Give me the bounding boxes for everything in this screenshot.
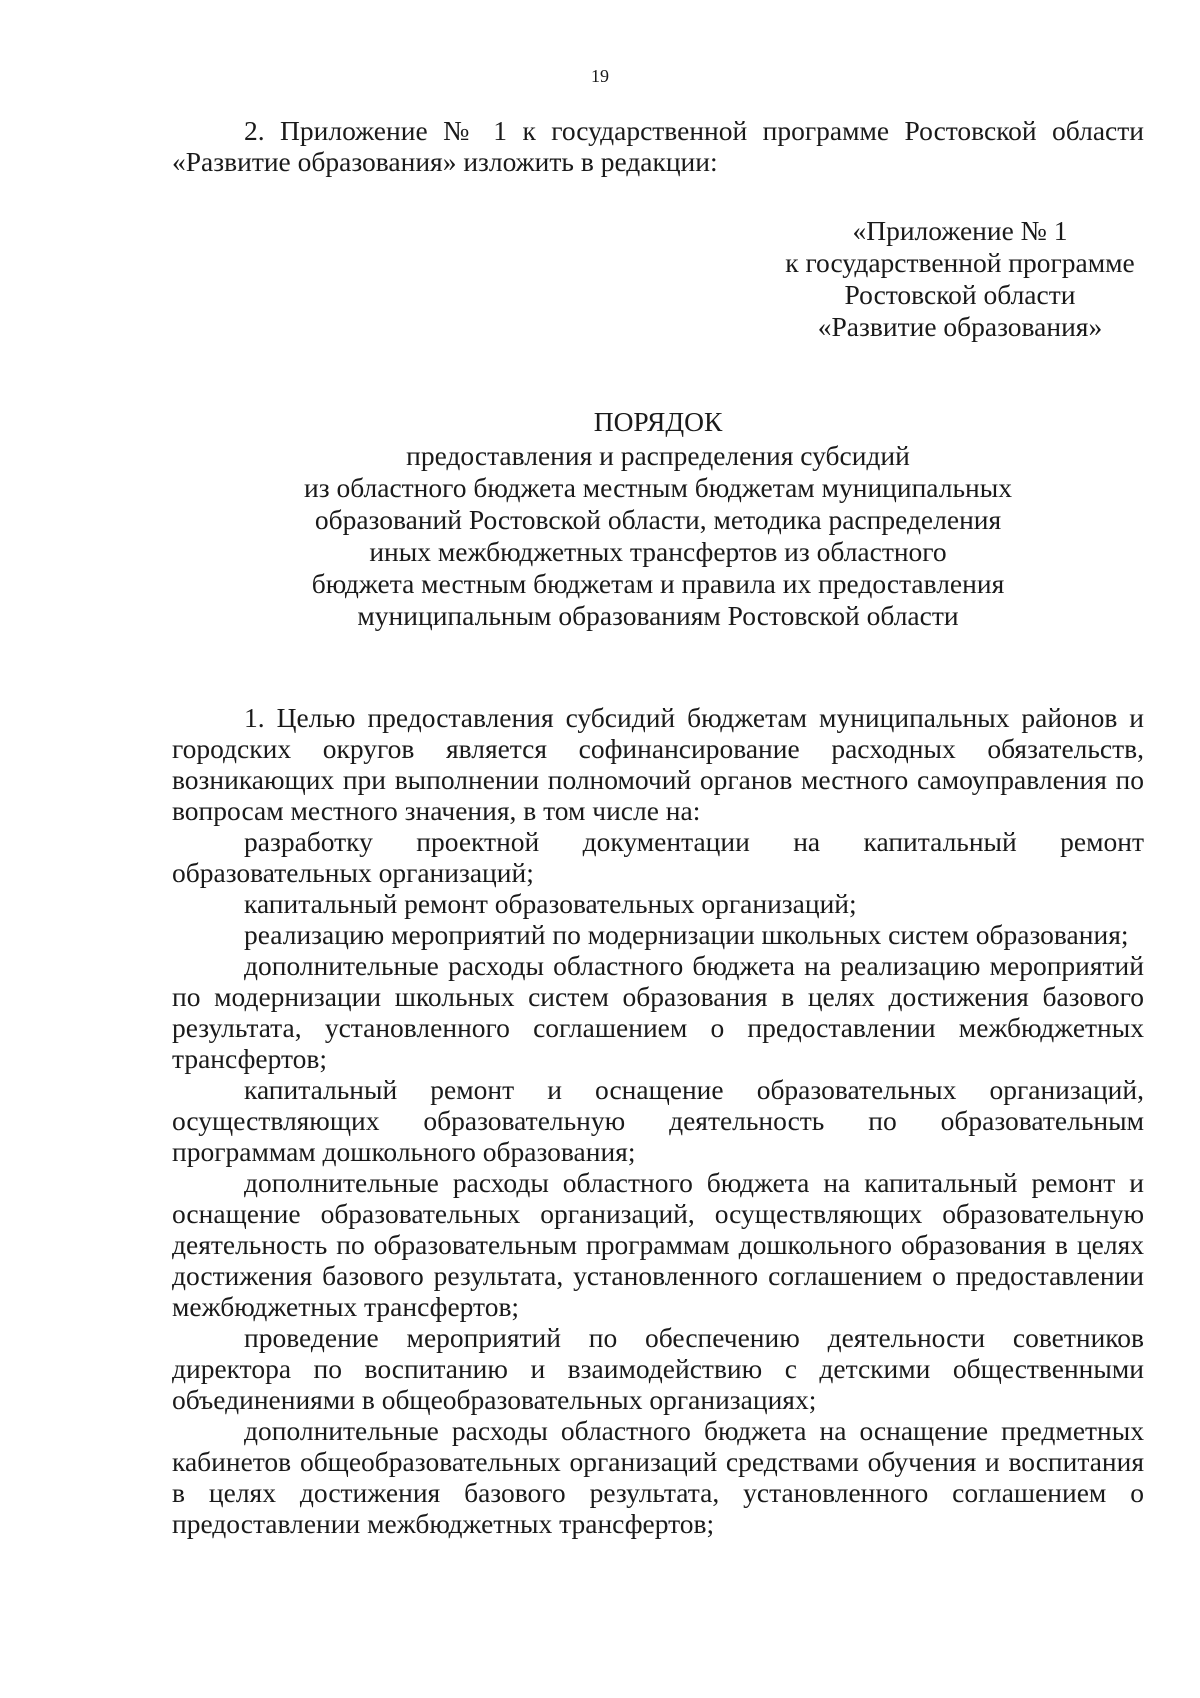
title-line: предоставления и распределения субсидий xyxy=(406,440,910,471)
body-paragraph: капитальный ремонт образовательных организаций; xyxy=(244,888,857,919)
intro-section xyxy=(172,115,1144,177)
intro-paragraph: 2. Приложение № 1 к государственной программе Ростовской области «Развитие образования» изложить в редакции: xyxy=(172,115,1144,177)
approval-line: Ростовской области xyxy=(844,279,1076,310)
page-number: 19 xyxy=(591,66,609,86)
approval-line: «Приложение № 1 xyxy=(852,215,1068,246)
body-paragraph: дополнительные расходы областного бюджета на реализацию мероприятий по модернизации школьных систем образования в целях достижения базового результата, установленного соглашением о предоставлении межбюджетных трансфертов; xyxy=(172,950,1144,1074)
body-paragraph: дополнительные расходы областного бюджета на капитальный ремонт и оснащение образовательных организаций, осуществляющих образовательную деятельность по образовательным программам дошкольного образования в целях достижения базового результата, установленного соглашением о предоставлении межбюджетных трансфертов; xyxy=(172,1167,1144,1322)
title-line: бюджета местным бюджетам и правила их предоставления xyxy=(311,568,1005,599)
title-heading: ПОРЯДОК xyxy=(593,406,723,437)
document-title xyxy=(172,406,1144,632)
approval-block xyxy=(770,215,1150,343)
body-section xyxy=(172,702,1144,1539)
body-paragraph: капитальный ремонт и оснащение образовательных организаций, осуществляющих образовательную деятельность по образовательным программам дошкольного образования; xyxy=(172,1074,1144,1167)
body-paragraph: проведение мероприятий по обеспечению деятельности советников директора по воспитанию и взаимодействию с детскими общественными объединениями в общеобразовательных организациях; xyxy=(172,1322,1144,1415)
body-paragraph: разработку проектной документации на капитальный ремонт образовательных организаций; xyxy=(172,826,1144,888)
approval-line: к государственной программе xyxy=(785,247,1135,278)
body-paragraph: дополнительные расходы областного бюджета на оснащение предметных кабинетов общеобразовательных организаций средствами обучения и воспитания в целях достижения базового результата, установленного соглашением о предоставлении межбюджетных трансфертов; xyxy=(172,1415,1144,1539)
body-paragraph: 1. Целью предоставления субсидий бюджетам муниципальных районов и городских округов является софинансирование расходных обязательств, возникающих при выполнении полномочий органов местного самоуправления по вопросам местного значения, в том числе на: xyxy=(172,702,1144,826)
title-line: муниципальным образованиям Ростовской области xyxy=(357,600,959,631)
title-line: иных межбюджетных трансфертов из областного xyxy=(369,536,947,567)
title-line: из областного бюджета местным бюджетам муниципальных xyxy=(304,472,1012,503)
body-paragraph: реализацию мероприятий по модернизации школьных систем образования; xyxy=(244,919,1129,950)
title-line: образований Ростовской области, методика распределения xyxy=(314,504,1002,535)
approval-line: «Развитие образования» xyxy=(817,311,1103,342)
